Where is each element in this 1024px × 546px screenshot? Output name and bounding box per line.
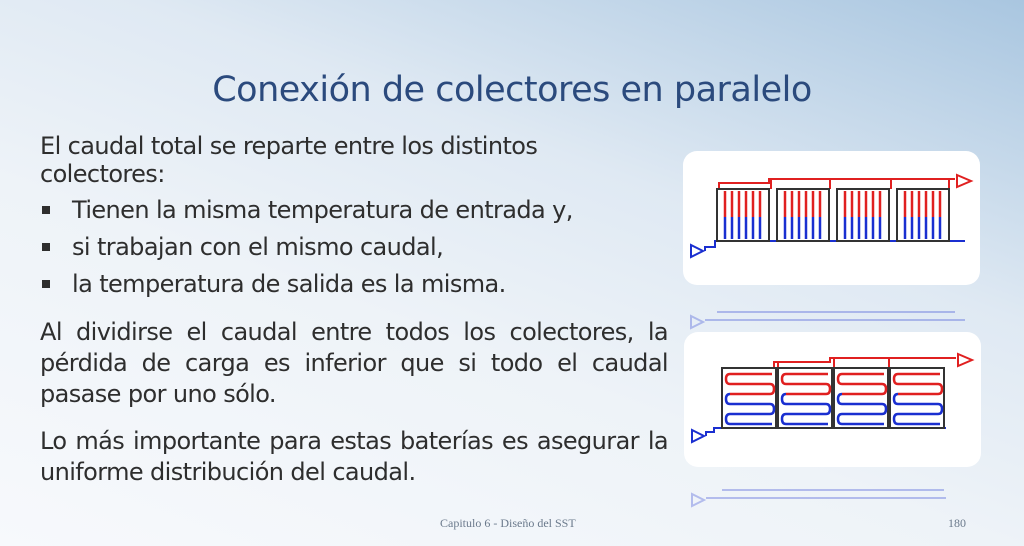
inlet-arrow-icon: [691, 245, 703, 257]
bullet-item: [40, 192, 668, 229]
diagram-reflection: [684, 472, 981, 508]
lead-text: El caudal total se reparte entre los distintos colectores:: [40, 132, 538, 188]
inlet-arrow-icon: [692, 430, 704, 442]
parallel-collectors-serpentine-diagram: [684, 332, 981, 467]
diagram-card-vertical-collectors: [683, 151, 980, 285]
bullet-square-icon: [42, 206, 50, 214]
bullet-square-icon: [42, 280, 50, 288]
slide-content: [40, 132, 668, 488]
bullet-item: [40, 266, 668, 303]
collector-panel: [890, 368, 944, 428]
slide-title: Conexión de colectores en paralelo: [212, 70, 812, 110]
paragraph-pressure-loss: Al dividirse el caudal entre todos los colectores, la pérdida de carga es inferior que si todo el caudal pasase por uno sólo.: [40, 318, 668, 408]
diagram-card-serpentine-collectors: [684, 332, 981, 467]
collector-panel: [837, 189, 889, 241]
collector-panel: [778, 368, 832, 428]
paragraph-distribution: Lo más importante para estas baterías es asegurar la uniforme distribución del caudal.: [40, 427, 668, 486]
bullet-text: la temperatura de salida es la misma.: [72, 270, 506, 298]
outlet-arrow-icon: [958, 354, 972, 366]
bullet-text: si trabajan con el mismo caudal,: [72, 233, 444, 261]
collector-panel: [777, 189, 829, 241]
bullet-text: Tienen la misma temperatura de entrada y,: [72, 196, 573, 224]
collector-panel: [834, 368, 888, 428]
outlet-arrow-icon: [957, 175, 971, 187]
collector-panel: [717, 189, 769, 241]
collector-panel: [722, 368, 776, 428]
bullet-square-icon: [42, 243, 50, 251]
footer-chapter: Capitulo 6 - Diseño del SST: [440, 516, 576, 530]
diagram-reflection: [683, 290, 980, 330]
collector-panel: [897, 189, 949, 241]
footer-page-number: 180: [948, 516, 966, 530]
parallel-collectors-vertical-diagram: [683, 151, 980, 285]
bullet-list: [40, 192, 668, 303]
bullet-item: [40, 229, 668, 266]
